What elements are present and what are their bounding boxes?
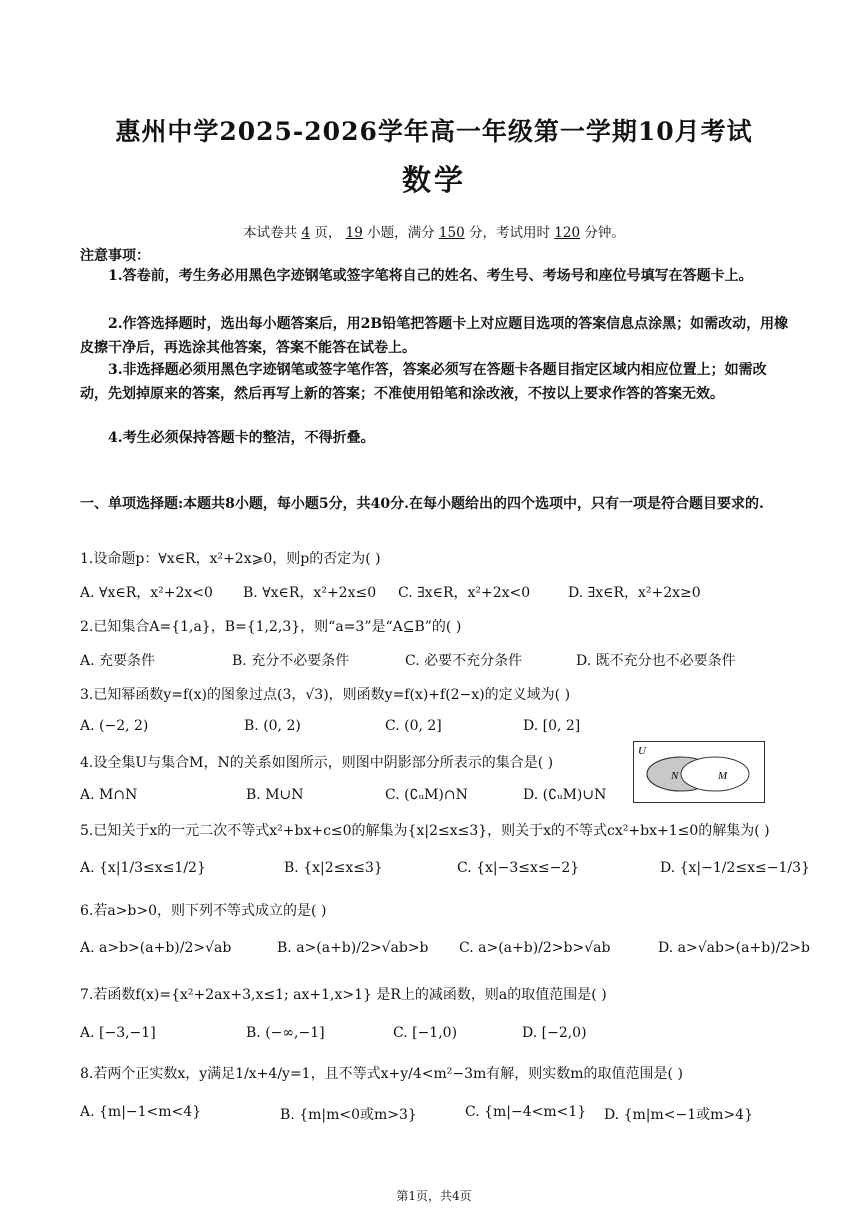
question-7-option-b: B. (−∞,−1] bbox=[246, 1025, 325, 1041]
question-4-option-a: A. M∩N bbox=[80, 787, 138, 803]
question-7-stem: 7.若函数f(x)={x²+2ax+3,x≤1; ax+1,x>1} 是R上的减函数，则a的取值范围是( ) bbox=[80, 987, 607, 1003]
question-4-option-b: B. M∪N bbox=[246, 787, 304, 803]
venn-label-u: U bbox=[638, 745, 646, 757]
question-4-option-d: D. (∁ᵤM)∪N bbox=[523, 787, 607, 803]
question-1-option-d: D. ∃x∈R，x²+2x≥0 bbox=[568, 585, 701, 601]
question-8-option-b: B. {m|m<0或m>3} bbox=[280, 1107, 417, 1123]
question-8-stem: 8.若两个正实数x，y满足1/x+4/y=1，且不等式x+y/4<m²−3m有解，则实数m的取值范围是( ) bbox=[80, 1066, 683, 1082]
page-footer: 第1页，共4页 bbox=[396, 1189, 472, 1203]
exam-info bbox=[0, 221, 868, 241]
note-item-4: 4.考生必须保持答题卡的整洁，不得折叠。 bbox=[108, 430, 375, 446]
venn-diagram bbox=[633, 741, 765, 803]
question-3-option-b: B. (0, 2) bbox=[244, 718, 301, 734]
question-2-option-c: C. 必要不充分条件 bbox=[405, 653, 523, 669]
info-questions: 19 bbox=[345, 225, 363, 241]
venn-label-m: M bbox=[718, 770, 728, 782]
question-6-stem: 6.若a>b>0，则下列不等式成立的是( ) bbox=[80, 903, 327, 919]
info-text-1: 本试卷共 bbox=[243, 225, 298, 241]
question-2-option-d: D. 既不充分也不必要条件 bbox=[576, 653, 736, 669]
venn-label-n: N bbox=[671, 770, 679, 782]
question-5-option-d: D. {x|−1/2≤x≤−1/3} bbox=[660, 860, 810, 876]
question-1-option-c: C. ∃x∈R，x²+2x<0 bbox=[398, 585, 531, 601]
question-1-option-a: A. ∀x∈R，x²+2x<0 bbox=[80, 585, 213, 601]
question-3-option-a: A. (−2, 2) bbox=[80, 718, 149, 734]
question-3-option-c: C. (0, 2] bbox=[385, 718, 442, 734]
question-5-stem: 5.已知关于x的一元二次不等式x²+bx+c≤0的解集为{x|2≤x≤3}，则关于x的不等式cx²+bx+1≤0的解集为( ) bbox=[80, 823, 770, 839]
question-6-option-a: A. a>b>(a+b)/2>√ab bbox=[80, 940, 232, 956]
note-item-2: 2.作答选择题时，选出每小题答案后，用2B铅笔把答题卡上对应题目选项的答案信息点涂黑；如需改动，用橡皮擦干净后，再选涂其他答案，答案不能答在试卷上。 bbox=[80, 316, 789, 356]
question-2-option-a: A. 充要条件 bbox=[80, 653, 156, 669]
info-minutes: 120 bbox=[554, 225, 581, 241]
question-1-stem: 1.设命题p：∀x∈R，x²+2x⩾0，则p的否定为( ) bbox=[80, 551, 381, 567]
question-4-stem: 4.设全集U与集合M，N的关系如图所示，则图中阴影部分所表示的集合是( ) bbox=[80, 755, 554, 771]
question-8-option-d: D. {m|m<−1或m>4} bbox=[604, 1107, 753, 1123]
question-2-stem: 2.已知集合A={1,a}，B={1,2,3}，则“a=3”是“A⊆B”的( ) bbox=[80, 619, 462, 635]
info-text-2: 页， bbox=[314, 225, 342, 241]
question-3-option-d: D. [0, 2] bbox=[523, 718, 581, 734]
exam-title: 惠州中学2025-2026学年高一年级第一学期10月考试 bbox=[115, 117, 753, 146]
note-item-1: 1.答卷前，考生务必用黑色字迹钢笔或签字笔将自己的姓名、考生号、考场号和座位号填写在答题卡上。 bbox=[108, 268, 753, 284]
question-6-option-b: B. a>(a+b)/2>√ab>b bbox=[277, 940, 429, 956]
note-item-3: 3.非选择题必须用黑色字迹钢笔或签字笔作答，答案必须写在答题卡各题目指定区域内相应位置上；如需改动，先划掉原来的答案，然后再写上新的答案；不准使用铅笔和涂改液，不按以上要求作答的答案无效。 bbox=[80, 362, 767, 402]
question-8-option-c: C. {m|−4<m<1} bbox=[465, 1104, 587, 1120]
question-5-option-c: C. {x|−3≤x≤−2} bbox=[457, 860, 580, 876]
question-7-option-a: A. [−3,−1] bbox=[80, 1025, 156, 1041]
question-6-option-c: C. a>(a+b)/2>b>√ab bbox=[459, 940, 611, 956]
question-2-option-b: B. 充分不必要条件 bbox=[232, 653, 350, 669]
info-text-5: 分钟。 bbox=[584, 225, 625, 241]
question-5-option-b: B. {x|2≤x≤3} bbox=[284, 860, 383, 876]
section-heading: 一、单项选择题:本题共8小题，每小题5分，共40分.在每小题给出的四个选项中，只有一项是符合题目要求的. bbox=[80, 496, 764, 512]
question-1-option-b: B. ∀x∈R，x²+2x≤0 bbox=[243, 585, 377, 601]
question-4-option-c: C. (∁ᵤM)∩N bbox=[385, 787, 468, 803]
question-3-stem: 3.已知幂函数y=f(x)的图象过点(3，√3)，则函数y=f(x)+f(2−x)的定义域为( ) bbox=[80, 687, 571, 703]
info-score: 150 bbox=[438, 225, 465, 241]
notes-heading: 注意事项： bbox=[80, 248, 150, 264]
question-7-option-c: C. [−1,0) bbox=[393, 1025, 458, 1041]
info-pages: 4 bbox=[301, 225, 311, 241]
info-text-4: 分，考试用时 bbox=[468, 225, 550, 241]
question-7-option-d: D. [−2,0) bbox=[522, 1025, 587, 1041]
question-8-option-a: A. {m|−1<m<4} bbox=[80, 1104, 202, 1120]
question-6-option-d: D. a>√ab>(a+b)/2>b bbox=[658, 940, 810, 956]
question-5-option-a: A. {x|1/3≤x≤1/2} bbox=[80, 860, 206, 876]
info-text-3: 小题，满分 bbox=[367, 225, 435, 241]
venn-set-m bbox=[681, 757, 749, 791]
venn-svg bbox=[634, 742, 764, 802]
exam-subject: 数学 bbox=[401, 163, 466, 197]
